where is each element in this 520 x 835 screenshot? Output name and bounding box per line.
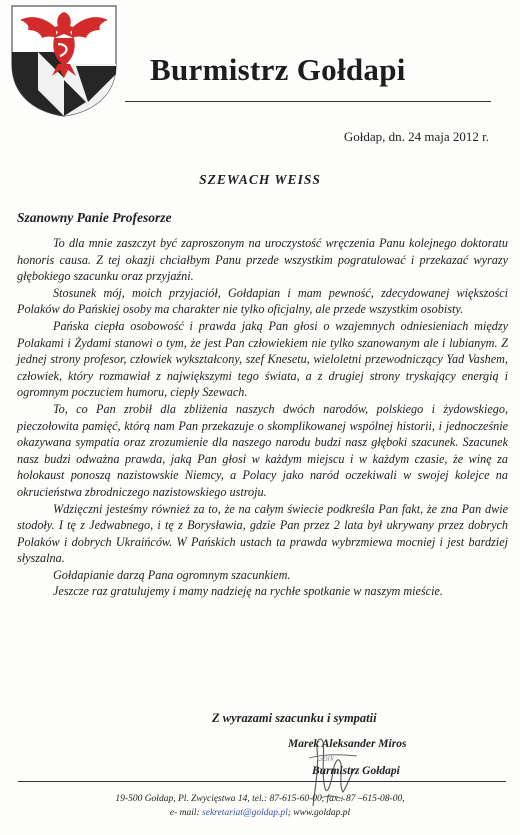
signer-name: Marek Aleksander Miros bbox=[288, 738, 407, 750]
salutation: Szanowny Panie Profesorze bbox=[17, 210, 172, 225]
paragraph: To, co Pan zrobił dla zbliżenia naszych dwóch narodów, polskiego i żydowskiego, pieczołowita pamięć, którą nam Pan przekazuje o skomplikowanej wspólnej historii, i jednocześnie okazywana sympatia oraz zrozumienie dla naszego narodu budzi nasz głęboki szacunek. Szacunek nasz budzi odważna prawda, jaką Pan głosi w każdym miejscu i w każdym czasie, że winę za holokaust ponoszą nazistowskie Niemcy, a Polacy jako naród oczekiwali w swojej kolejce na okrucieństwa zbrodniczego nazistowskiego ustroju. bbox=[17, 401, 508, 499]
paragraph: Jeszcze raz gratulujemy i mamy nadzieję na rychłe spotkanie w naszym mieście. bbox=[53, 584, 443, 599]
addressee: SZEWACH WEISS bbox=[199, 172, 321, 187]
dateline: Gołdap, dn. 24 maja 2012 r. bbox=[343, 129, 489, 144]
letter-body bbox=[17, 235, 508, 600]
paragraph: Gołdapianie darzą Pana ogromnym szacunkiem. bbox=[53, 567, 291, 582]
paragraph: Pańska ciepła osobowość i prawda jaką Pan głosi o wzajemnych odniesieniach między Polakami i Żydami stanowi o tym, że jest Pan człowiekiem nie tylko szanowanym ale i lubianym. Z jednej strony profesor, człowiek wykształcony, szef Knesetu, wieloletni przewodniczący Yad Vashem, człowiek, który rozmawiał z największymi tego świata, a z drugiej strony tryskający energią i ogromnym poczuciem humoru, ciepły Szewach. bbox=[17, 318, 508, 400]
footer-contact bbox=[0, 808, 520, 818]
footer-divider bbox=[18, 781, 506, 782]
paragraph: Wdzięczni jesteśmy również za to, że na całym świecie podkreśla Pan fakt, że zna Pan dwie stodoły. I tę z Jedwabnego, i tę z Borysławia, gdzie Pan przez 2 lata był ukrywany przez dobrych Polaków i dobrych Ukraińców. W Pańskich ustach ta prawda wybrzmiewa mocniej i jest bardziej słyszalna. bbox=[17, 501, 508, 566]
email-link[interactable]: sekretariat@goldap.pl bbox=[202, 808, 288, 818]
stamp-text: Gork bbox=[317, 754, 335, 763]
paragraph: Stosunek mój, moich przyjaciół, Gołdapian i mam pewność, zdecydowanej większości Polaków do Pańskiej osoby ma charakter nie tylko oficjalny, ale przede wszystkim osobisty. bbox=[17, 285, 508, 317]
web-link[interactable]: ; www.goldap.pl bbox=[287, 808, 351, 818]
crest-icon bbox=[8, 4, 120, 118]
page-title: Burmistrz Gołdapi bbox=[150, 52, 406, 87]
paragraph: To dla mnie zaszczyt być zaproszonym na uroczystość wręczenia Panu kolejnego doktoratu honoris causa. Z tej okazji chciałbym Panu przede wszystkim pogratulować i przekazać wyrazy głębokiego szacunku oraz przyjaźni. bbox=[17, 236, 508, 284]
email-label: e- mail: bbox=[169, 808, 200, 818]
header-divider bbox=[125, 101, 491, 102]
signer-title: Burmistrz Gołdapi bbox=[312, 765, 400, 777]
closing: Z wyrazami szacunku i sympatii bbox=[212, 711, 377, 725]
footer-address: 19-500 Gołdap, Pl. Zwycięstwa 14, tel.: 87-615-60-00, fax.: 87 –615-08-00, bbox=[115, 794, 405, 804]
